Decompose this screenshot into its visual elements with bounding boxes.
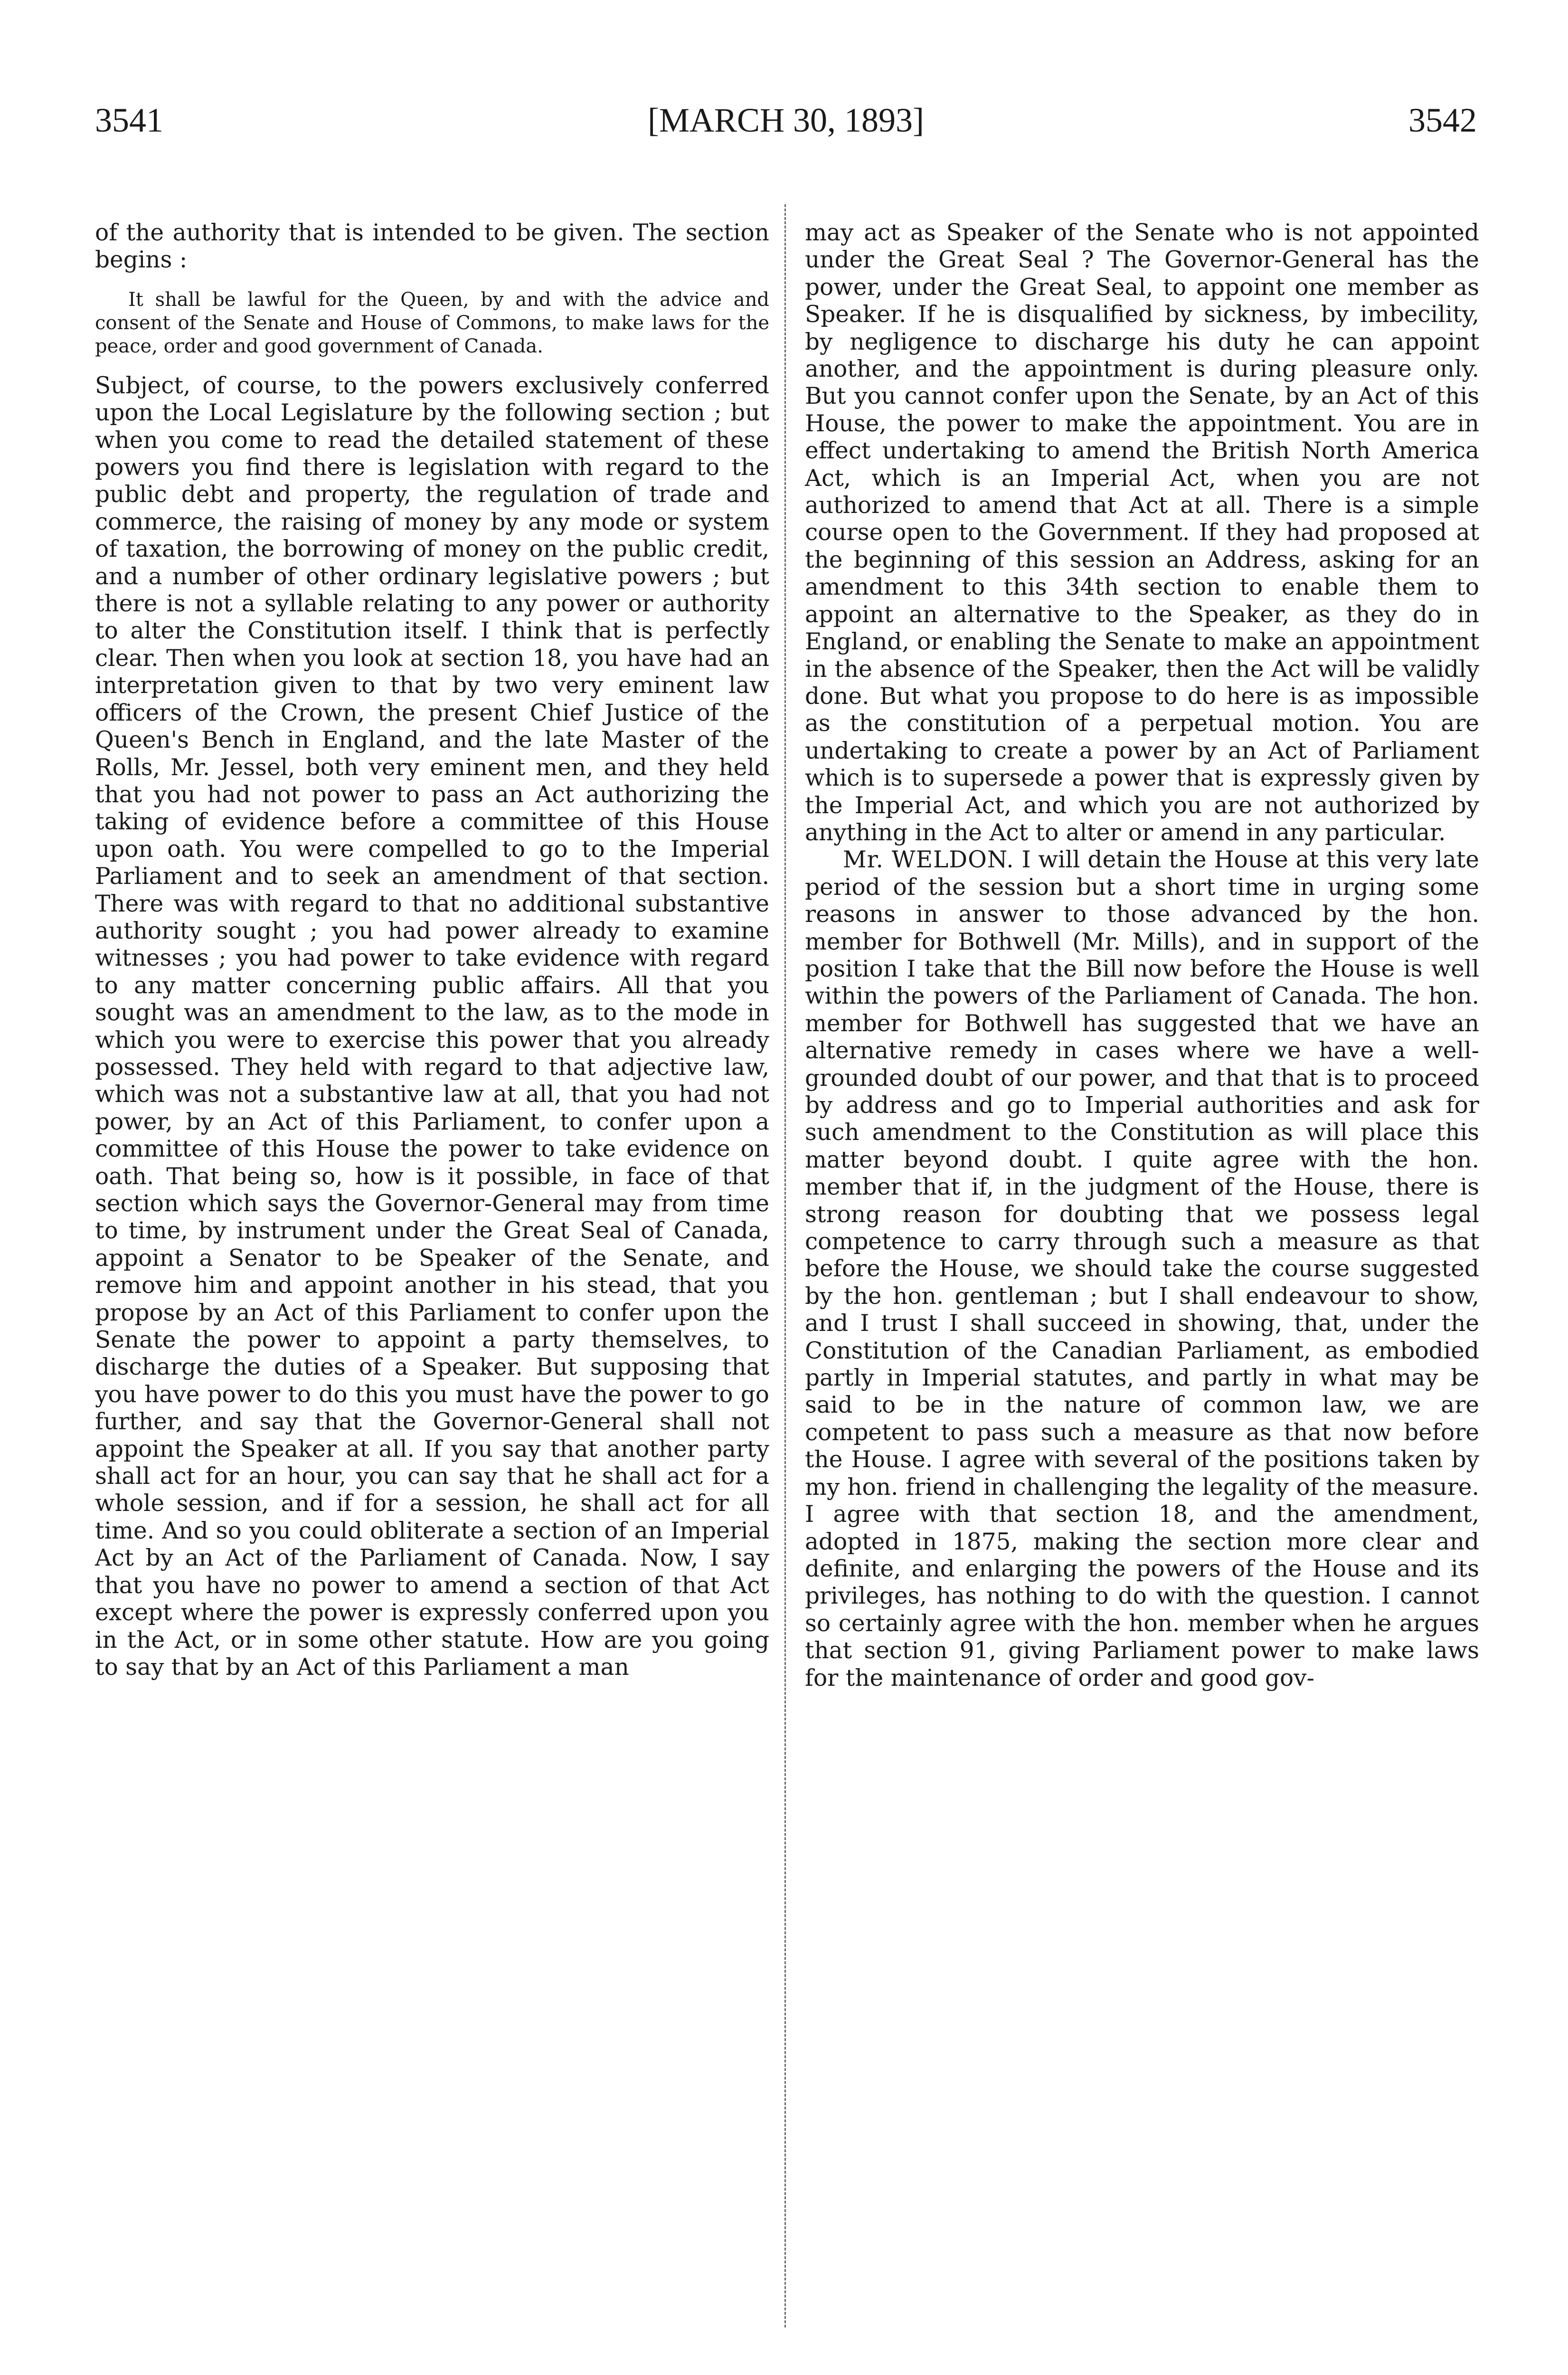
column-divider	[784, 204, 786, 2328]
speaker-name: Mr. WELDON.	[843, 846, 1014, 874]
left-paragraph-2: Subject, of course, to the powers exclusively conferred upon the Local Legislature by the following section ; but when you come to read the detailed statement of these powers you find there is legislation with regard to the public debt and property, the regulation of trade and commerce, the raising of money by any mode or system of taxation, the borrowing of money on the public credit, and a number of other ordinary legislative powers ; but there is not a syllable relating to any power or authority to alter the Constitution itself. I think that is perfectly clear. Then when you look at section 18, you have had an interpretation given to that by two very eminent law officers of the Crown, the present Chief Justice of the Queen's Bench in England, and the late Master of the Rolls, Mr. Jessel, both very eminent men, and they held that you had not power to pass an Act authorizing the taking of evidence before a committee of this House upon oath. You were compelled to go to the Imperial Parliament and to seek an amendment of that section. There was with regard to that no additional substantive authority sought ; you had power already to examine witnesses ; you had power to take evidence with regard to any matter concerning public affairs. All that you sought was an amendment to the law, as to the mode in which you were to exercise this power that you already possessed. They held with regard to that adjective law, which was not a substantive law at all, that you had not power, by an Act of this Parliament, to confer upon a committee of this House the power to take evidence on oath. That being so, how is it possible, in face of that section which says the Governor-General may from time to time, by instrument under the Great Seal of Canada, appoint a Senator to be Speaker of the Senate, and remove him and appoint another in his stead, that you propose by an Act of this Parliament to confer upon the Senate the power to appoint a party themselves, to discharge the duties of a Speaker. But supposing that you have power to do this you must have the power to go further, and say that the Governor-General shall not appoint the Speaker at all. If you say that another party shall act for an hour, you can say that he shall act for a whole session, and if for a session, he shall act for all time. And so you could obliterate a section of an Imperial Act by an Act of the Parliament of Canada. Now, I say that you have no power to amend a section of that Act except where the power is expressly conferred upon you in the Act, or in some other statute. How are you going to say that by an Act of this Parliament a man	[95, 372, 769, 1681]
page-header	[95, 101, 1477, 139]
section-quote: It shall be lawful for the Queen, by and with the advice and consent of the Senate and House of Commons, to make laws for the peace, order and good government of Canada.	[95, 288, 769, 357]
left-paragraph-1: of the authority that is intended to be given. The section begins :	[95, 219, 769, 274]
right-paragraph-1: may act as Speaker of the Senate who is not appointed under the Great Seal ? The Governor-General has the power, under the Great Seal, to appoint one member as Speaker. If he is disqualified by sickness, by imbecility, by negligence to discharge his duty he can appoint another, and the appointment is during pleasure only. But you cannot confer upon the Senate, by an Act of this House, the power to make the appointment. You are in effect undertaking to amend the British North America Act, which is an Imperial Act, when you are not authorized to amend that Act at all. There is a simple course open to the Government. If they had proposed at the beginning of this session an Address, asking for an amendment to this 34th section to enable them to appoint an alternative to the Speaker, as they do in England, or enabling the Senate to make an appointment in the absence of the Speaker, then the Act will be validly done. But what you propose to do here is as impossible as the constitution of a perpetual motion. You are undertaking to create a power by an Act of Parliament which is to supersede a power that is expressly given by the Imperial Act, and which you are not authorized by anything in the Act to alter or amend in any particular.	[805, 219, 1479, 846]
page-number-left: 3541	[95, 101, 163, 139]
right-column	[805, 219, 1479, 1692]
page-number-right: 3542	[1408, 101, 1477, 139]
weldon-paragraph	[805, 846, 1479, 1692]
header-date: [MARCH 30, 1893]	[647, 101, 924, 139]
left-column	[95, 219, 769, 1681]
weldon-speech: I will detain the House at this very late period of the session but a short time in urging some reasons in answer to those advanced by the hon. member for Bothwell (Mr. Mills), and in support of the position I take that the Bill now before the House is well within the powers of the Parliament of Canada. The hon. member for Bothwell has suggested that we have an alternative remedy in cases where we have a well-grounded doubt of our power, and that that is to proceed by address and go to Imperial authorities and ask for such amendment to the Constitution as will place this matter beyond doubt. I quite agree with the hon. member that if, in the judgment of the House, there is strong reason for doubting that we possess legal competence to carry through such a measure as that before the House, we should take the course suggested by the hon. gentleman ; but I shall endeavour to show, and I trust I shall succeed in showing, that, under the Constitution of the Canadian Parliament, as embodied partly in Imperial statutes, and partly in what may be said to be in the nature of common law, we are competent to pass such a measure as that now before the House. I agree with several of the positions taken by my hon. friend in challenging the legality of the measure. I agree with that section 18, and the amendment, adopted in 1875, making the section more clear and definite, and enlarging the powers of the House and its privileges, has nothing to do with the question. I cannot so certainly agree with the hon. member when he argues that section 91, giving Parliament power to make laws for the maintenance of order and good gov-	[805, 846, 1480, 1691]
